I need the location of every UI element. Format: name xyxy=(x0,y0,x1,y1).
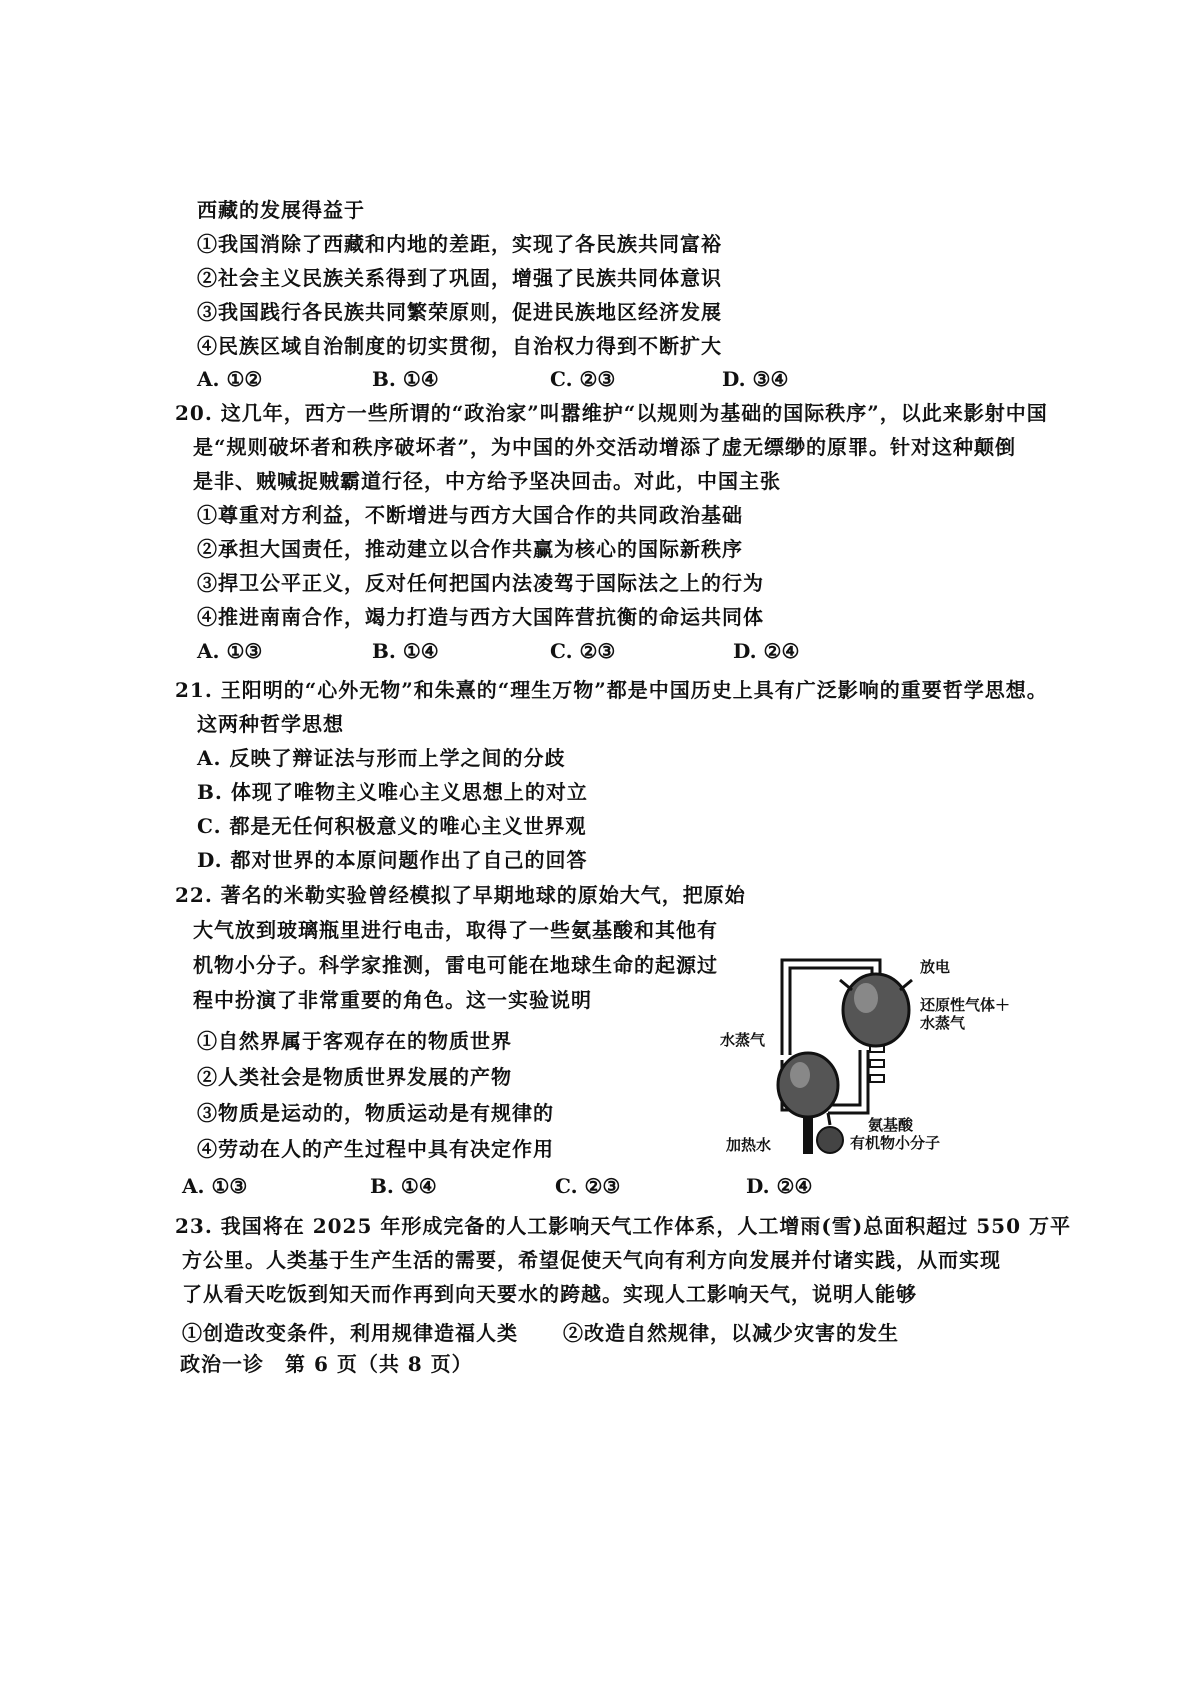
boiling-flask-highlight xyxy=(790,1062,810,1088)
label-gas-2: 水蒸气 xyxy=(920,1014,966,1032)
q23-stem-line-3: 了从看天吃饭到知天而作再到向天要水的跨越。实现人工影响天气，说明人能够 xyxy=(182,1282,917,1306)
q22-option-c: C. ②③ xyxy=(555,1174,621,1198)
q19-item-3: ③我国践行各民族共同繁荣原则，促进民族地区经济发展 xyxy=(197,300,722,324)
collection-bulb xyxy=(817,1127,843,1153)
label-discharge: 放电 xyxy=(920,958,951,976)
q21-stem-line-1: 21. 王阳明的“心外无物”和朱熹的“理生万物”都是中国历史上具有广泛影响的重要哲学思想。 xyxy=(175,678,1048,702)
label-gas-1: 还原性气体＋ xyxy=(920,996,1011,1014)
q22-stem-line-3: 机物小分子。科学家推测，雷电可能在地球生命的起源过 xyxy=(193,953,718,977)
q22-stem-line-4: 程中扮演了非常重要的角色。这一实验说明 xyxy=(193,988,592,1012)
q22-item-3: ③物质是运动的，物质运动是有规律的 xyxy=(197,1101,554,1125)
q23-item-1: ①创造改变条件，利用规律造福人类 xyxy=(182,1321,518,1345)
q22-stem-line-1: 22. 著名的米勒实验曾经模拟了早期地球的原始大气，把原始 xyxy=(175,883,746,907)
q20-option-d: D. ②④ xyxy=(733,639,800,663)
q19-stem-tail: 西藏的发展得益于 xyxy=(197,198,365,222)
q21-option-c: C. 都是无任何积极意义的唯心主义世界观 xyxy=(197,814,587,838)
q21-option-a: A. 反映了辩证法与形而上学之间的分歧 xyxy=(197,746,566,770)
q22-option-d: D. ②④ xyxy=(746,1174,813,1198)
q23-stem-line-2: 方公里。人类基于生产生活的需要，希望促使天气向有利方向发展并付诸实践，从而实现 xyxy=(182,1248,1001,1272)
label-amino-1: 氨基酸 xyxy=(868,1116,914,1134)
q20-item-2: ②承担大国责任，推动建立以合作共赢为核心的国际新秩序 xyxy=(197,537,743,561)
q19-item-1: ①我国消除了西藏和内地的差距，实现了各民族共同富裕 xyxy=(197,232,722,256)
q20-stem-line-3: 是非、贼喊捉贼霸道行径，中方给予坚决回击。对此，中国主张 xyxy=(193,469,781,493)
q22-item-2: ②人类社会是物质世界发展的产物 xyxy=(197,1065,512,1089)
q19-option-c: C. ②③ xyxy=(550,367,616,391)
q19-item-2: ②社会主义民族关系得到了巩固，增强了民族共同体意识 xyxy=(197,266,722,290)
q20-option-a: A. ①③ xyxy=(197,639,263,663)
boiling-flask xyxy=(778,1053,838,1117)
q22-option-a: A. ①③ xyxy=(182,1174,248,1198)
q22-option-b: B. ①④ xyxy=(370,1174,437,1198)
q19-item-4: ④民族区域自治制度的切实贯彻，自治权力得到不断扩大 xyxy=(197,334,722,358)
condenser-stubs xyxy=(870,1045,884,1082)
q21-stem-line-2: 这两种哲学思想 xyxy=(197,712,344,736)
miller-experiment-figure xyxy=(720,950,1100,1160)
spark-flask xyxy=(843,974,909,1046)
page-footer: 政治一诊 第 6 页（共 8 页） xyxy=(180,1352,473,1376)
q20-item-3: ③捍卫公平正义，反对任何把国内法凌驾于国际法之上的行为 xyxy=(197,571,764,595)
q23-item-2: ②改造自然规律，以减少灾害的发生 xyxy=(563,1321,899,1345)
label-heat-water: 加热水 xyxy=(726,1136,772,1154)
q20-item-4: ④推进南南合作，竭力打造与西方大国阵营抗衡的命运共同体 xyxy=(197,605,764,629)
collection-stem xyxy=(828,1113,830,1125)
q22-item-4: ④劳动在人的产生过程中具有决定作用 xyxy=(197,1137,554,1161)
label-steam: 水蒸气 xyxy=(720,1031,766,1049)
q23-stem-line-1: 23. 我国将在 2025 年形成完备的人工影响天气工作体系，人工增雨(雪)总面积超过 550 万平 xyxy=(175,1214,1071,1238)
q20-option-c: C. ②③ xyxy=(550,639,616,663)
spark-flask-highlight xyxy=(854,983,878,1013)
q19-option-b: B. ①④ xyxy=(372,367,439,391)
heat-source xyxy=(803,1118,813,1154)
q20-stem-line-1: 20. 这几年，西方一些所谓的“政治家”叫嚣维护“以规则为基础的国际秩序”，以此来影射中国 xyxy=(175,401,1048,425)
q22-stem-line-2: 大气放到玻璃瓶里进行电击，取得了一些氨基酸和其他有 xyxy=(193,918,718,942)
q22-item-1: ①自然界属于客观存在的物质世界 xyxy=(197,1029,512,1053)
q20-item-1: ①尊重对方利益，不断增进与西方大国合作的共同政治基础 xyxy=(197,503,743,527)
q19-option-d: D. ③④ xyxy=(722,367,789,391)
q21-option-d: D. 都对世界的本原问题作出了自己的回答 xyxy=(197,848,588,872)
label-amino-2: 有机物小分子 xyxy=(850,1134,941,1152)
q20-stem-line-2: 是“规则破坏者和秩序破坏者”，为中国的外交活动增添了虚无缥缈的原罪。针对这种颠倒 xyxy=(193,435,1017,459)
q21-option-b: B. 体现了唯物主义唯心主义思想上的对立 xyxy=(197,780,588,804)
q20-option-b: B. ①④ xyxy=(372,639,439,663)
q19-option-a: A. ①② xyxy=(197,367,263,391)
